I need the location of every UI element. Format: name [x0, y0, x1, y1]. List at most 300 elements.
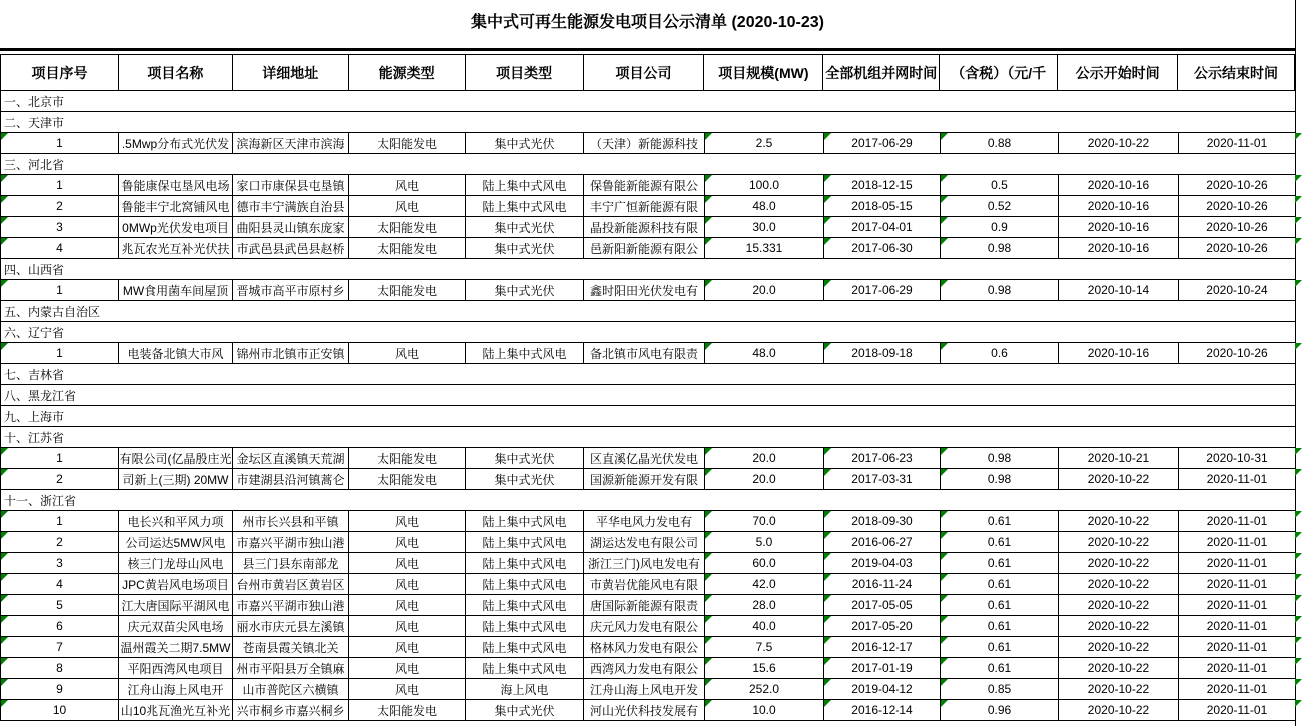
cell-energy-type[interactable]: 太阳能发电: [349, 700, 466, 720]
error-triangle-icon: [824, 175, 831, 182]
page-title: 集中式可再生能源发电项目公示清单 (2020-10-23): [471, 14, 824, 31]
section-label[interactable]: 二、天津市: [4, 115, 65, 130]
error-triangle-icon: [1295, 133, 1302, 140]
cell-project-name[interactable]: 电装备北镇大市风: [119, 343, 233, 363]
cell-company[interactable]: 河山光伏科技发展有: [584, 700, 705, 720]
cell-grid-date[interactable]: 2017-04-01: [824, 217, 941, 237]
cell-address[interactable]: 市武邑县武邑县赵桥: [233, 238, 349, 258]
error-triangle-icon: [1, 637, 8, 644]
cell-project-name[interactable]: 江舟山海上风电开: [119, 679, 233, 699]
cell-project-type[interactable]: 陆上集中式风电: [466, 574, 584, 594]
cell-company[interactable]: 备北镇市风电有限责: [584, 343, 705, 363]
cell-price[interactable]: 0.61: [941, 595, 1059, 615]
error-triangle-icon: [1, 196, 8, 203]
cell-address[interactable]: 丽水市庆元县左溪镇: [233, 616, 349, 636]
cell-publicity-start[interactable]: 2020-10-22: [1059, 616, 1179, 636]
cell-project-name[interactable]: 山10兆瓦渔光互补光: [119, 700, 233, 720]
error-triangle-icon: [1295, 637, 1302, 644]
cell-energy-type[interactable]: 风电: [349, 196, 466, 216]
cell-energy-type[interactable]: 太阳能发电: [349, 280, 466, 300]
cell-price[interactable]: 0.61: [941, 553, 1059, 573]
section-row: [0, 112, 1295, 133]
cell-capacity-mw[interactable]: 7.5: [705, 637, 824, 657]
error-triangle-icon: [705, 448, 712, 455]
cell-company[interactable]: 江舟山海上风电开发: [584, 679, 705, 699]
cell-publicity-start[interactable]: 2020-10-16: [1059, 217, 1179, 237]
error-triangle-icon: [1295, 280, 1302, 287]
cell-price[interactable]: 0.5: [941, 175, 1059, 195]
column-header-7[interactable]: 项目规模(MW): [704, 55, 823, 90]
table-row: [0, 343, 1295, 364]
cell-project-type[interactable]: 集中式光伏: [466, 217, 584, 237]
cell-address[interactable]: 家口市康保县屯垦镇: [233, 175, 349, 195]
error-triangle-icon: [941, 658, 948, 665]
error-triangle-icon: [705, 280, 712, 287]
cell-energy-type[interactable]: 风电: [349, 175, 466, 195]
cell-project-name[interactable]: 鲁能康保屯垦风电场: [119, 175, 233, 195]
cell-energy-type[interactable]: 太阳能发电: [349, 217, 466, 237]
cell-publicity-start[interactable]: 2020-10-22: [1059, 511, 1179, 531]
cell-grid-date[interactable]: 2016-12-14: [824, 700, 941, 720]
cell-seq[interactable]: 9: [1, 679, 119, 699]
cell-project-name[interactable]: 温州霞关二期7.5MW: [119, 637, 233, 657]
cell-seq[interactable]: 1: [1, 511, 119, 531]
section-label[interactable]: 三、河北省: [4, 157, 65, 172]
cell-seq[interactable]: 2: [1, 532, 119, 552]
cell-energy-type[interactable]: 风电: [349, 553, 466, 573]
cell-capacity-mw[interactable]: 5.0: [705, 532, 824, 552]
cell-energy-type[interactable]: 风电: [349, 511, 466, 531]
column-header-8[interactable]: 全部机组并网时间: [823, 55, 940, 90]
error-triangle-icon: [705, 343, 712, 350]
cell-publicity-end[interactable]: 2020-10-31: [1179, 448, 1296, 468]
cell-project-type[interactable]: 集中式光伏: [466, 280, 584, 300]
cell-company[interactable]: 格林风力发电有限公: [584, 637, 705, 657]
error-triangle-icon: [941, 280, 948, 287]
cell-publicity-end[interactable]: 2020-11-01: [1179, 637, 1296, 657]
cell-grid-date[interactable]: 2017-06-29: [824, 133, 941, 153]
section-row: [0, 301, 1295, 322]
error-triangle-icon: [1295, 448, 1302, 455]
cell-address[interactable]: 晋城市高平市原村乡: [233, 280, 349, 300]
cell-project-type[interactable]: 陆上集中式风电: [466, 595, 584, 615]
table-row: [0, 553, 1295, 574]
cell-price[interactable]: 0.98: [941, 280, 1059, 300]
error-triangle-icon: [824, 238, 831, 245]
cell-seq[interactable]: 8: [1, 658, 119, 678]
table-row: [0, 637, 1295, 658]
cell-publicity-end[interactable]: 2020-10-26: [1179, 343, 1296, 363]
column-header-6[interactable]: 项目公司: [584, 55, 705, 90]
cell-seq[interactable]: 3: [1, 553, 119, 573]
cell-energy-type[interactable]: 风电: [349, 658, 466, 678]
cell-project-type[interactable]: 集中式光伏: [466, 133, 584, 153]
column-header-5[interactable]: 项目类型: [466, 55, 584, 90]
cell-price[interactable]: 0.6: [941, 343, 1059, 363]
cell-project-name[interactable]: 鲁能丰宁北窝铺风电: [119, 196, 233, 216]
cell-publicity-start[interactable]: 2020-10-22: [1059, 658, 1179, 678]
cell-publicity-start[interactable]: 2020-10-16: [1059, 175, 1179, 195]
error-triangle-icon: [941, 616, 948, 623]
cell-publicity-end[interactable]: 2020-11-01: [1179, 616, 1296, 636]
cell-price[interactable]: 0.98: [941, 469, 1059, 489]
cell-publicity-start[interactable]: 2020-10-22: [1059, 133, 1179, 153]
cell-energy-type[interactable]: 风电: [349, 616, 466, 636]
table-row: [0, 133, 1295, 154]
cell-grid-date[interactable]: 2018-09-18: [824, 343, 941, 363]
cell-grid-date[interactable]: 2016-12-17: [824, 637, 941, 657]
cell-address[interactable]: 市嘉兴平湖市独山港: [233, 595, 349, 615]
cell-publicity-start[interactable]: 2020-10-22: [1059, 595, 1179, 615]
cell-energy-type[interactable]: 太阳能发电: [349, 238, 466, 258]
cell-publicity-start[interactable]: 2020-10-21: [1059, 448, 1179, 468]
cell-company[interactable]: 湖运达发电有限公司: [584, 532, 705, 552]
cell-address[interactable]: 兴市桐乡市嘉兴桐乡: [233, 700, 349, 720]
error-triangle-icon: [705, 700, 712, 707]
cell-publicity-start[interactable]: 2020-10-14: [1059, 280, 1179, 300]
section-label[interactable]: 十一、浙江省: [4, 493, 77, 508]
cell-grid-date[interactable]: 2016-06-27: [824, 532, 941, 552]
cell-seq[interactable]: 1: [1, 133, 119, 153]
cell-project-name[interactable]: .5Mwp分布式光伏发: [119, 133, 233, 153]
cell-energy-type[interactable]: 风电: [349, 532, 466, 552]
cell-grid-date[interactable]: 2017-03-31: [824, 469, 941, 489]
cell-company[interactable]: 区直溪亿晶光伏发电: [584, 448, 705, 468]
cell-seq[interactable]: 4: [1, 574, 119, 594]
cell-energy-type[interactable]: 太阳能发电: [349, 469, 466, 489]
cell-project-type[interactable]: 陆上集中式风电: [466, 343, 584, 363]
section-label[interactable]: 一、北京市: [4, 94, 65, 109]
error-triangle-icon: [705, 637, 712, 644]
cell-project-type[interactable]: 陆上集中式风电: [466, 553, 584, 573]
cell-address[interactable]: 滨海新区天津市滨海: [233, 133, 349, 153]
column-header-2[interactable]: 项目名称: [119, 55, 233, 90]
cell-capacity-mw[interactable]: 20.0: [705, 448, 824, 468]
cell-project-name[interactable]: 电长兴和平风力项: [119, 511, 233, 531]
error-triangle-icon: [824, 448, 831, 455]
cell-project-name[interactable]: JPC黄岩风电场项目: [119, 574, 233, 594]
cell-company[interactable]: 保鲁能新能源有限公: [584, 175, 705, 195]
cell-seq[interactable]: 10: [1, 700, 119, 720]
overflow-error-indicator: [1295, 616, 1302, 636]
cell-address[interactable]: 德市丰宁满族自治县: [233, 196, 349, 216]
cell-energy-type[interactable]: 风电: [349, 574, 466, 594]
overflow-error-indicator: [1295, 217, 1302, 237]
cell-project-name[interactable]: 公司运达5MW风电: [119, 532, 233, 552]
cell-publicity-start[interactable]: 2020-10-22: [1059, 532, 1179, 552]
error-triangle-icon: [1295, 616, 1302, 623]
cell-project-type[interactable]: 海上风电: [466, 679, 584, 699]
overflow-error-indicator: [1295, 238, 1302, 258]
cell-energy-type[interactable]: 风电: [349, 343, 466, 363]
cell-address[interactable]: 曲阳县灵山镇东庞家: [233, 217, 349, 237]
cell-address[interactable]: 锦州市北镇市正安镇: [233, 343, 349, 363]
cell-capacity-mw[interactable]: 70.0: [705, 511, 824, 531]
cell-grid-date[interactable]: 2017-06-23: [824, 448, 941, 468]
error-triangle-icon: [1, 679, 8, 686]
cell-energy-type[interactable]: 太阳能发电: [349, 133, 466, 153]
cell-publicity-end[interactable]: 2020-11-01: [1179, 532, 1296, 552]
cell-project-type[interactable]: 陆上集中式风电: [466, 532, 584, 552]
cell-address[interactable]: 台州市黄岩区黄岩区: [233, 574, 349, 594]
cell-seq[interactable]: 4: [1, 238, 119, 258]
cell-address[interactable]: 州市长兴县和平镇: [233, 511, 349, 531]
cell-project-type[interactable]: 集中式光伏: [466, 700, 584, 720]
error-triangle-icon: [941, 133, 948, 140]
cell-address[interactable]: 县三门县东南部龙: [233, 553, 349, 573]
table-row: [0, 574, 1295, 595]
error-triangle-icon: [1, 616, 8, 623]
cell-price[interactable]: 0.61: [941, 616, 1059, 636]
cell-price[interactable]: 0.61: [941, 637, 1059, 657]
cell-price[interactable]: 0.61: [941, 574, 1059, 594]
cell-project-type[interactable]: 陆上集中式风电: [466, 196, 584, 216]
section-label[interactable]: 五、内蒙古自治区: [4, 304, 101, 319]
error-triangle-icon: [1, 133, 8, 140]
cell-grid-date[interactable]: 2017-05-20: [824, 616, 941, 636]
cell-publicity-end[interactable]: 2020-10-26: [1179, 175, 1296, 195]
cell-project-name[interactable]: 核三门龙母山风电: [119, 553, 233, 573]
cell-capacity-mw[interactable]: 48.0: [705, 343, 824, 363]
table-row: [0, 238, 1295, 259]
cell-energy-type[interactable]: 太阳能发电: [349, 448, 466, 468]
cell-company[interactable]: 浙江三门)风电发电有: [584, 553, 705, 573]
cell-publicity-end[interactable]: 2020-10-26: [1179, 217, 1296, 237]
error-triangle-icon: [1, 448, 8, 455]
table-row: [0, 175, 1295, 196]
cell-publicity-start[interactable]: 2020-10-22: [1059, 679, 1179, 699]
table-row: [0, 700, 1295, 721]
error-triangle-icon: [824, 343, 831, 350]
error-triangle-icon: [1, 553, 8, 560]
cell-company[interactable]: 唐国际新能源有限责: [584, 595, 705, 615]
section-row: [0, 91, 1295, 112]
cell-company[interactable]: 市黄岩优能风电有限: [584, 574, 705, 594]
cell-capacity-mw[interactable]: 20.0: [705, 280, 824, 300]
cell-project-name[interactable]: 兆瓦农光互补光伏扶: [119, 238, 233, 258]
section-label[interactable]: 四、山西省: [4, 262, 65, 277]
error-triangle-icon: [1, 511, 8, 518]
column-header-10[interactable]: 公示开始时间: [1058, 55, 1178, 90]
error-triangle-icon: [1295, 175, 1302, 182]
cell-company[interactable]: 平华电风力发电有: [584, 511, 705, 531]
section-row: [0, 322, 1295, 343]
cell-project-name[interactable]: 庆元双苗尖风电场: [119, 616, 233, 636]
cell-energy-type[interactable]: 风电: [349, 637, 466, 657]
cell-address[interactable]: 市嘉兴平湖市独山港: [233, 532, 349, 552]
cell-project-name[interactable]: 0MWp光伏发电项目: [119, 217, 233, 237]
cell-company[interactable]: 庆元风力发电有限公: [584, 616, 705, 636]
cell-capacity-mw[interactable]: 42.0: [705, 574, 824, 594]
cell-company[interactable]: 邑新阳新能源有限公: [584, 238, 705, 258]
cell-grid-date[interactable]: 2017-05-05: [824, 595, 941, 615]
cell-grid-date[interactable]: 2016-11-24: [824, 574, 941, 594]
cell-price[interactable]: 0.61: [941, 532, 1059, 552]
section-label[interactable]: 六、辽宁省: [4, 325, 65, 340]
cell-project-type[interactable]: 集中式光伏: [466, 238, 584, 258]
error-triangle-icon: [705, 238, 712, 245]
cell-capacity-mw[interactable]: 30.0: [705, 217, 824, 237]
cell-company[interactable]: （天津）新能源科技: [584, 133, 705, 153]
cell-company[interactable]: 丰宁广恒新能源有限: [584, 196, 705, 216]
cell-publicity-start[interactable]: 2020-10-16: [1059, 343, 1179, 363]
cell-company[interactable]: 国源新能源开发有限: [584, 469, 705, 489]
cell-seq[interactable]: 3: [1, 217, 119, 237]
cell-capacity-mw[interactable]: 48.0: [705, 196, 824, 216]
cell-publicity-end[interactable]: 2020-11-01: [1179, 553, 1296, 573]
cell-project-type[interactable]: 陆上集中式风电: [466, 511, 584, 531]
overflow-error-indicator: [1295, 574, 1302, 594]
column-header-1[interactable]: 项目序号: [1, 55, 119, 90]
cell-project-name[interactable]: 司新上(三期) 20MW: [119, 469, 233, 489]
cell-seq[interactable]: 5: [1, 595, 119, 615]
cell-grid-date[interactable]: 2017-01-19: [824, 658, 941, 678]
table-row: [0, 511, 1295, 532]
section-label[interactable]: 七、吉林省: [4, 367, 65, 382]
cell-price[interactable]: 0.61: [941, 511, 1059, 531]
cell-address[interactable]: 州市平阳县万全镇麻: [233, 658, 349, 678]
error-triangle-icon: [705, 196, 712, 203]
cell-publicity-end[interactable]: 2020-11-01: [1179, 511, 1296, 531]
cell-capacity-mw[interactable]: 252.0: [705, 679, 824, 699]
cell-grid-date[interactable]: 2017-06-30: [824, 238, 941, 258]
cell-publicity-start[interactable]: 2020-10-22: [1059, 574, 1179, 594]
cell-publicity-end[interactable]: 2020-10-26: [1179, 238, 1296, 258]
cell-capacity-mw[interactable]: 100.0: [705, 175, 824, 195]
cell-price[interactable]: 0.98: [941, 448, 1059, 468]
cell-publicity-start[interactable]: 2020-10-22: [1059, 553, 1179, 573]
cell-publicity-end[interactable]: 2020-11-01: [1179, 595, 1296, 615]
cell-project-type[interactable]: 集中式光伏: [466, 448, 584, 468]
cell-publicity-end[interactable]: 2020-10-24: [1179, 280, 1296, 300]
cell-seq[interactable]: 6: [1, 616, 119, 636]
cell-grid-date[interactable]: 2018-12-15: [824, 175, 941, 195]
cell-seq[interactable]: 1: [1, 280, 119, 300]
cell-price[interactable]: 0.96: [941, 700, 1059, 720]
error-triangle-icon: [1, 658, 8, 665]
error-triangle-icon: [824, 700, 831, 707]
overflow-error-indicator: [1295, 595, 1302, 615]
cell-publicity-start[interactable]: 2020-10-16: [1059, 238, 1179, 258]
cell-publicity-end[interactable]: 2020-11-01: [1179, 658, 1296, 678]
cell-publicity-start[interactable]: 2020-10-22: [1059, 469, 1179, 489]
cell-price[interactable]: 0.61: [941, 658, 1059, 678]
cell-seq[interactable]: 1: [1, 448, 119, 468]
error-triangle-icon: [941, 217, 948, 224]
error-triangle-icon: [1295, 700, 1302, 707]
cell-price[interactable]: 0.98: [941, 238, 1059, 258]
section-label[interactable]: 十、江苏省: [4, 430, 65, 445]
section-label[interactable]: 九、上海市: [4, 409, 65, 424]
cell-publicity-end[interactable]: 2020-11-01: [1179, 133, 1296, 153]
error-triangle-icon: [1295, 595, 1302, 602]
cell-grid-date[interactable]: 2017-06-29: [824, 280, 941, 300]
cell-project-name[interactable]: 有限公司(亿晶殷庄光: [119, 448, 233, 468]
error-triangle-icon: [1, 700, 8, 707]
overflow-error-indicator: [1295, 532, 1302, 552]
cell-capacity-mw[interactable]: 28.0: [705, 595, 824, 615]
cell-project-name[interactable]: 江大唐国际平湖风电: [119, 595, 233, 615]
cell-publicity-end[interactable]: 2020-11-01: [1179, 679, 1296, 699]
cell-grid-date[interactable]: 2018-09-30: [824, 511, 941, 531]
column-header-11[interactable]: 公示结束时间: [1178, 55, 1295, 90]
table-row: [0, 616, 1295, 637]
cell-publicity-end[interactable]: 2020-11-01: [1179, 574, 1296, 594]
cell-publicity-start[interactable]: 2020-10-22: [1059, 637, 1179, 657]
cell-publicity-end[interactable]: 2020-10-26: [1179, 196, 1296, 216]
cell-capacity-mw[interactable]: 40.0: [705, 616, 824, 636]
cell-address[interactable]: 山市普陀区六横镇: [233, 679, 349, 699]
cell-company[interactable]: 晶投新能源科技有限: [584, 217, 705, 237]
overflow-error-indicator: [1295, 133, 1302, 153]
cell-address[interactable]: 苍南县霞关镇北关: [233, 637, 349, 657]
table-top-border: [0, 48, 1295, 55]
cell-capacity-mw[interactable]: 15.331: [705, 238, 824, 258]
cell-capacity-mw[interactable]: 20.0: [705, 469, 824, 489]
cell-seq[interactable]: 2: [1, 196, 119, 216]
table-row: [0, 217, 1295, 238]
cell-grid-date[interactable]: 2018-05-15: [824, 196, 941, 216]
error-triangle-icon: [1295, 238, 1302, 245]
error-triangle-icon: [824, 133, 831, 140]
cell-grid-date[interactable]: 2019-04-03: [824, 553, 941, 573]
cell-seq[interactable]: 7: [1, 637, 119, 657]
cell-price[interactable]: 0.9: [941, 217, 1059, 237]
cell-seq[interactable]: 2: [1, 469, 119, 489]
cell-capacity-mw[interactable]: 60.0: [705, 553, 824, 573]
cell-energy-type[interactable]: 风电: [349, 595, 466, 615]
column-header-4[interactable]: 能源类型: [349, 55, 466, 90]
cell-project-type[interactable]: 陆上集中式风电: [466, 637, 584, 657]
cell-project-type[interactable]: 陆上集中式风电: [466, 616, 584, 636]
error-triangle-icon: [941, 637, 948, 644]
cell-publicity-start[interactable]: 2020-10-22: [1059, 700, 1179, 720]
cell-capacity-mw[interactable]: 2.5: [705, 133, 824, 153]
error-triangle-icon: [1295, 196, 1302, 203]
cell-project-type[interactable]: 集中式光伏: [466, 469, 584, 489]
section-label[interactable]: 八、黑龙江省: [4, 388, 77, 403]
error-triangle-icon: [705, 511, 712, 518]
cell-capacity-mw[interactable]: 10.0: [705, 700, 824, 720]
column-header-9[interactable]: （含税）（元/千: [940, 55, 1058, 90]
cell-grid-date[interactable]: 2019-04-12: [824, 679, 941, 699]
error-triangle-icon: [705, 658, 712, 665]
cell-publicity-end[interactable]: 2020-11-01: [1179, 700, 1296, 720]
cell-energy-type[interactable]: 风电: [349, 679, 466, 699]
cell-publicity-end[interactable]: 2020-11-01: [1179, 469, 1296, 489]
cell-price[interactable]: 0.85: [941, 679, 1059, 699]
cell-address[interactable]: 金坛区直溪镇天荒湖: [233, 448, 349, 468]
table-body: [0, 91, 1295, 721]
table-row: [0, 448, 1295, 469]
cell-project-name[interactable]: MW食用菌车间屋顶: [119, 280, 233, 300]
column-header-3[interactable]: 详细地址: [233, 55, 349, 90]
cell-company[interactable]: 西湾风力发电有限公: [584, 658, 705, 678]
section-row: [0, 259, 1295, 280]
cell-price[interactable]: 0.52: [941, 196, 1059, 216]
cell-project-type[interactable]: 陆上集中式风电: [466, 175, 584, 195]
cell-price[interactable]: 0.88: [941, 133, 1059, 153]
cell-capacity-mw[interactable]: 15.6: [705, 658, 824, 678]
cell-project-name[interactable]: 平阳西湾风电项目: [119, 658, 233, 678]
cell-address[interactable]: 市建湖县沿河镇蒿仑: [233, 469, 349, 489]
cell-publicity-start[interactable]: 2020-10-16: [1059, 196, 1179, 216]
cell-company[interactable]: 鑫时阳田光伏发电有: [584, 280, 705, 300]
cell-seq[interactable]: 1: [1, 343, 119, 363]
cell-project-type[interactable]: 陆上集中式风电: [466, 658, 584, 678]
cell-seq[interactable]: 1: [1, 175, 119, 195]
error-triangle-icon: [824, 595, 831, 602]
